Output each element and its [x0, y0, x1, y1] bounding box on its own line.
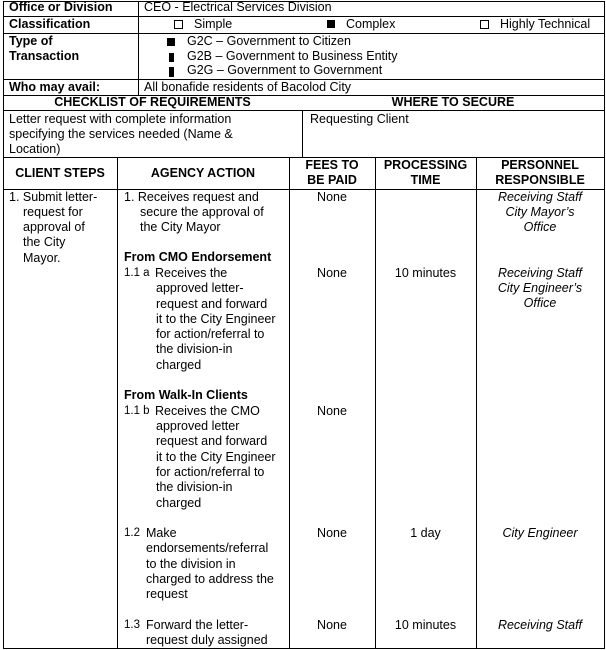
- requirement-line: specifying the services needed (Name &: [9, 127, 233, 141]
- checkbox-highly-technical: [480, 20, 489, 29]
- action-1-1a-line: request and forward: [156, 297, 268, 311]
- checklist-heading: CHECKLIST OF REQUIREMENTS: [54, 95, 251, 109]
- col-agency-action: AGENCY ACTION: [150, 166, 256, 180]
- office-label: Office or Division: [9, 0, 113, 14]
- action-1-2-line: to the division in: [146, 557, 236, 571]
- cmo-endorsement-heading: From CMO Endorsement: [124, 250, 272, 264]
- client-step-line: 1. Submit letter-: [9, 190, 98, 204]
- rule-col-processing: [375, 157, 376, 649]
- who-value: All bonafide residents of Bacolod City: [144, 80, 352, 94]
- action-1-3-personnel: Receiving Staff: [497, 618, 583, 632]
- action-1-1b-fee: None: [317, 404, 347, 418]
- option-g2g: G2G – Government to Government: [187, 63, 383, 77]
- col-personnel-line1: PERSONNEL: [501, 158, 579, 172]
- action-1-1b-line: the division-in: [156, 480, 233, 494]
- action-1-2-number: 1.2: [124, 527, 140, 539]
- action-1-2-personnel: City Engineer: [502, 526, 578, 540]
- action-1-2-line: endorsements/referral: [146, 541, 269, 555]
- action-1-fee: None: [317, 190, 347, 204]
- rule-right: [604, 1, 605, 649]
- action-1-1b-line: charged: [156, 496, 202, 510]
- client-step-line: request for: [23, 205, 83, 219]
- action-1-2-line: Make: [146, 526, 177, 540]
- action-1-3-fee: None: [317, 618, 347, 632]
- action-1-2-time: 1 day: [410, 526, 441, 540]
- client-step-line: Mayor.: [23, 251, 61, 265]
- action-1-3-line: Forward the letter-: [146, 618, 249, 632]
- action-1-1a-line: Receives the: [155, 266, 228, 280]
- action-1-1a-line: charged: [156, 358, 202, 372]
- action-1-1a-personnel: City Engineer’s: [497, 281, 583, 295]
- option-complex: Complex: [346, 17, 396, 31]
- col-processing-line2: TIME: [410, 173, 441, 187]
- requirement-line: Letter request with complete information: [9, 112, 232, 126]
- action-1-1a-line: it to the City Engineer: [156, 312, 276, 326]
- action-1-1b-line: for action/referral to: [156, 465, 265, 479]
- action-1-line: the City Mayor: [140, 220, 221, 234]
- action-1-personnel: Office: [523, 220, 557, 234]
- col-fees-line1: FEES TO: [305, 158, 359, 172]
- action-1-1b-line: approved letter: [156, 419, 240, 433]
- action-1-2-fee: None: [317, 526, 347, 540]
- action-1-1b-line: Receives the CMO: [155, 404, 260, 418]
- action-1-1a-fee: None: [317, 266, 347, 280]
- col-personnel-line2: RESPONSIBLE: [495, 173, 585, 187]
- classification-label: Classification: [9, 17, 91, 31]
- action-1-line: 1. Receives request and: [124, 190, 259, 204]
- where-heading: WHERE TO SECURE: [391, 95, 515, 109]
- action-1-1a-line: approved letter-: [156, 281, 244, 295]
- action-1-1a-line: for action/referral to: [156, 327, 265, 341]
- rule-where-col: [302, 110, 303, 158]
- checkbox-simple: [174, 20, 183, 29]
- action-1-1a-line: the division-in: [156, 342, 233, 356]
- action-1-1b-line: it to the City Engineer: [156, 450, 276, 464]
- option-highly-technical: Highly Technical: [500, 17, 591, 31]
- checkbox-g2b: [169, 53, 174, 62]
- action-1-1b-line: request and forward: [156, 434, 268, 448]
- action-1-1a-time: 10 minutes: [394, 266, 457, 280]
- action-1-1b-number: 1.1 b: [124, 405, 150, 417]
- col-fees-line2: BE PAID: [307, 173, 357, 187]
- action-1-3-line: request duly assigned: [146, 633, 268, 647]
- action-1-1a-personnel: Receiving Staff: [497, 266, 583, 280]
- action-1-1a-number: 1.1 a: [124, 267, 150, 279]
- action-1-3-time: 10 minutes: [394, 618, 457, 632]
- walk-in-heading: From Walk-In Clients: [124, 388, 248, 402]
- action-1-personnel: Receiving Staff: [497, 190, 583, 204]
- col-processing-line1: PROCESSING: [383, 158, 468, 172]
- col-client-steps: CLIENT STEPS: [15, 166, 105, 180]
- type-label-line1: Type of: [9, 34, 53, 48]
- office-value: CEO - Electrical Services Division: [144, 0, 332, 14]
- who-label: Who may avail:: [9, 80, 100, 94]
- option-g2c: G2C – Government to Citizen: [187, 34, 351, 48]
- rule-col-fees: [289, 157, 290, 649]
- rule-bottom: [3, 648, 605, 649]
- option-simple: Simple: [194, 17, 233, 31]
- client-step-line: approval of: [23, 220, 85, 234]
- client-step-line: the City: [23, 235, 66, 249]
- type-label-line2: Transaction: [9, 49, 80, 63]
- option-g2b: G2B – Government to Business Entity: [187, 49, 398, 63]
- action-1-line: secure the approval of: [140, 205, 264, 219]
- action-1-1a-personnel: Office: [523, 296, 557, 310]
- action-1-personnel: City Mayor’s: [505, 205, 575, 219]
- where-value: Requesting Client: [310, 112, 409, 126]
- requirement-line: Location): [9, 142, 61, 156]
- action-1-2-line: charged to address the: [146, 572, 274, 586]
- rule-col-agency: [117, 157, 118, 649]
- checkbox-g2g: [169, 67, 174, 77]
- rule-label-col: [138, 1, 139, 96]
- action-1-2-line: request: [146, 587, 188, 601]
- checkbox-g2c-checked: [167, 38, 175, 46]
- checkbox-complex-checked: [327, 20, 335, 28]
- action-1-3-number: 1.3: [124, 619, 140, 631]
